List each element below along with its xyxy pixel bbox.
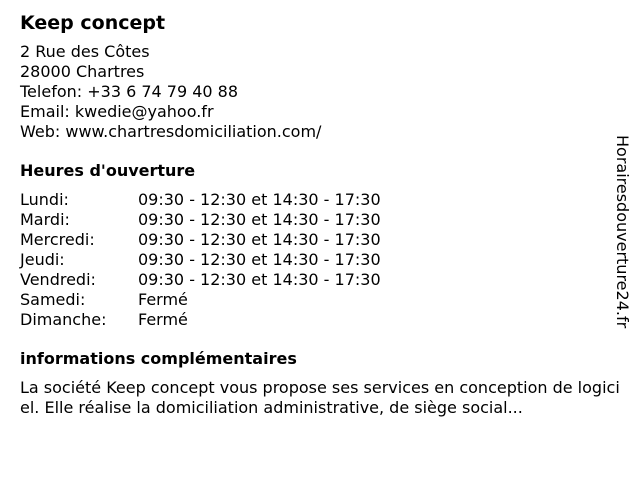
day-label: Samedi: [20,290,86,309]
website-url: Web: www.chartresdomiciliation.com/ [20,122,322,141]
day-label: Vendredi: [20,270,96,289]
time-range: 09:30 - 12:30 et 14:30 - 17:30 [138,190,381,209]
hours-row-monday [20,190,612,210]
business-name: Keep concept [20,12,166,34]
phone-number: Telefon: +33 6 74 79 40 88 [20,82,239,101]
hours-row-tuesday [20,210,612,230]
day-label: Mardi: [20,210,70,229]
day-label: Dimanche: [20,310,107,329]
hours-row-friday [20,270,612,290]
day-label: Mercredi: [20,230,95,249]
hours-row-wednesday [20,230,612,250]
time-range: 09:30 - 12:30 et 14:30 - 17:30 [138,210,381,229]
address-line-1: 2 Rue des Côtes [20,42,150,61]
email-address: Email: kwedie@yahoo.fr [20,102,214,121]
hours-row-thursday [20,250,612,270]
day-label: Jeudi: [20,250,65,269]
time-range: Fermé [138,310,188,329]
day-label: Lundi: [20,190,69,209]
time-range: 09:30 - 12:30 et 14:30 - 17:30 [138,270,381,289]
business-card [20,10,620,418]
time-range: 09:30 - 12:30 et 14:30 - 17:30 [138,230,381,249]
additional-info-heading: informations complémentaires [20,349,297,368]
time-range: Fermé [138,290,188,309]
hours-row-saturday [20,290,612,310]
opening-hours-heading: Heures d'ouverture [20,161,196,180]
additional-info-text: La société Keep concept vous propose ses services en conception de logiciel. Elle réalise la domiciliation administrative, de siège social... [20,378,620,417]
hours-row-sunday [20,310,612,330]
address-line-2: 28000 Chartres [20,62,145,81]
time-range: 09:30 - 12:30 et 14:30 - 17:30 [138,250,381,269]
site-watermark: Horairesdouverture24.fr [613,135,632,329]
